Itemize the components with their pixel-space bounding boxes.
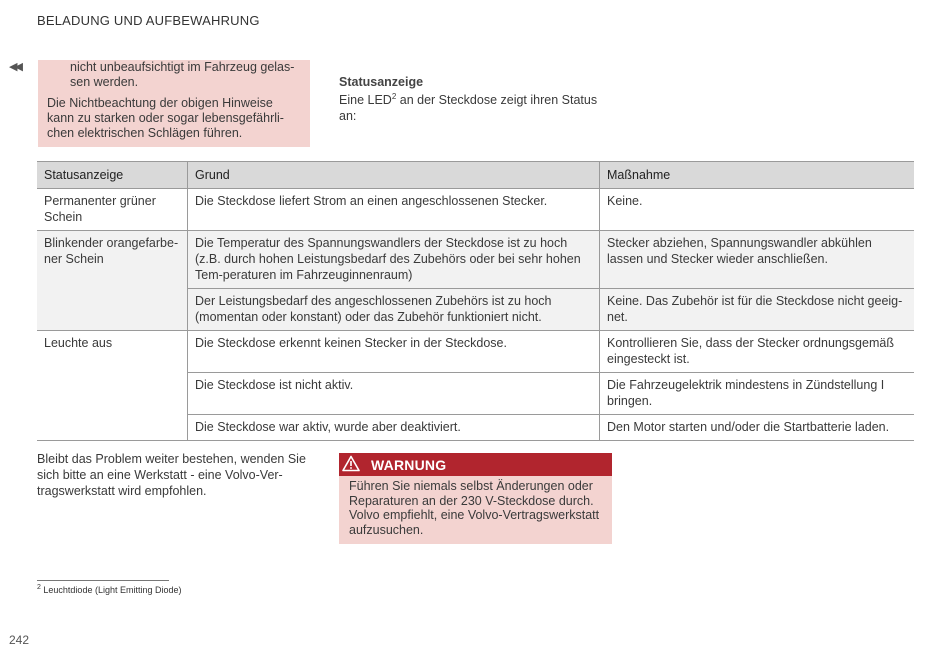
table-header-row	[37, 162, 914, 189]
massnahme-cell: Den Motor starten und/oder die Startbatterie laden.	[600, 415, 915, 441]
table-row	[37, 331, 914, 373]
massnahme-cell: Kontrollieren Sie, dass der Stecker ordnungsgemäß eingesteckt ist.	[600, 331, 915, 373]
double-left-arrow-icon[interactable]: ◀◀	[9, 61, 20, 73]
grund-cell: Die Steckdose war aktiv, wurde aber deaktiviert.	[188, 415, 600, 441]
status-cell: Leuchte aus	[37, 331, 188, 441]
grund-cell: Die Temperatur des Spannungswandlers der Steckdose ist zu hoch (z.B. durch hohen Leistungsbedarf des Zubehörs oder bei sehr hohen Tem-peraturen im Fahrzeuginnenraum)	[188, 231, 600, 289]
warning-header	[339, 453, 612, 476]
status-table	[37, 161, 914, 441]
massnahme-cell: Keine. Das Zubehör ist für die Steckdose nicht geeig-net.	[600, 289, 915, 331]
warning-title: WARNUNG	[371, 457, 447, 473]
top-warning-box	[38, 60, 310, 147]
status-heading: Statusanzeige	[339, 75, 424, 89]
warning-triangle-icon	[342, 455, 360, 472]
warning-box	[339, 453, 612, 544]
warning-consequence-text: Die Nichtbeachtung der obigen Hinweise kann zu starken oder sogar lebensgefährli-chen elektrischen Schlägen führen.	[47, 96, 284, 140]
page-number: 242	[9, 633, 30, 647]
status-intro-text-end: an der Steckdose zeigt ihren Status an:	[339, 93, 598, 123]
warning-body: Führen Sie niemals selbst Änderungen oder Reparaturen an der 230 V-Steckdose durch. Volvo empfiehlt, eine Volvo-Vertragswerkstatt aufzusuchen.	[349, 479, 600, 537]
grund-cell: Die Steckdose ist nicht aktiv.	[188, 373, 600, 415]
footnote-number: 2	[37, 584, 41, 591]
status-cell: Blinkender orangefarbe-ner Schein	[37, 231, 188, 331]
column-header-statusanzeige: Statusanzeige	[37, 162, 188, 189]
warning-continued-text: nicht unbeaufsichtigt im Fahrzeug gelas-sen werden.	[70, 60, 295, 89]
grund-cell: Die Steckdose liefert Strom an einen angeschlossenen Stecker.	[188, 189, 600, 231]
status-intro	[339, 92, 614, 124]
massnahme-cell: Die Fahrzeugelektrik mindestens in Zündstellung I bringen.	[600, 373, 915, 415]
table-row	[37, 189, 914, 231]
grund-cell: Der Leistungsbedarf des angeschlossenen Zubehörs ist zu hoch (momentan oder konstant) oder das Zubehör funktioniert nicht.	[188, 289, 600, 331]
status-intro-text: Eine LED	[339, 93, 392, 107]
problem-paragraph: Bleibt das Problem weiter bestehen, wenden Sie sich bitte an eine Werkstatt - eine Volvo-Ver-tragswerkstatt wird empfohlen.	[37, 452, 306, 498]
table-row	[37, 231, 914, 289]
section-header: BELADUNG UND AUFBEWAHRUNG	[37, 13, 260, 28]
status-cell: Permanenter grüner Schein	[37, 189, 188, 231]
footnote	[37, 585, 182, 595]
grund-cell: Die Steckdose erkennt keinen Stecker in der Steckdose.	[188, 331, 600, 373]
footnote-reference[interactable]: 2	[391, 91, 397, 101]
column-header-massnahme: Maßnahme	[600, 162, 915, 189]
massnahme-cell: Stecker abziehen, Spannungswandler abkühlen lassen und Stecker wieder anschließen.	[600, 231, 915, 289]
massnahme-cell: Keine.	[600, 189, 915, 231]
column-header-grund: Grund	[188, 162, 600, 189]
footnote-text: Leuchtdiode (Light Emitting Diode)	[40, 585, 182, 595]
footnote-divider	[37, 580, 169, 581]
